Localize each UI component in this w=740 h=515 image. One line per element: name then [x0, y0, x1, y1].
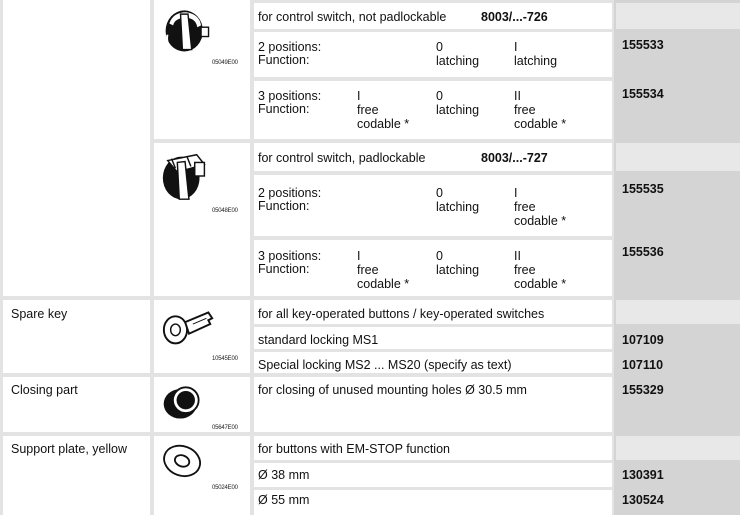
control-switch-padlockable-icon — [158, 148, 216, 204]
order-cell-empty — [616, 143, 740, 171]
row-label-closing-part: Closing part — [11, 383, 78, 397]
position-1-fn: latching — [436, 200, 480, 214]
support-plate-row-text: Ø 55 mm — [258, 493, 310, 507]
image-code: 05049E00 — [212, 60, 238, 66]
order-number: 130391 — [622, 468, 664, 482]
position-3: II — [514, 249, 521, 263]
key-icon — [160, 304, 218, 348]
position-3-fn2: codable * — [514, 117, 567, 131]
function-label: Function: — [258, 262, 310, 276]
position-1-fn2: codable * — [357, 117, 410, 131]
position-2: I — [514, 186, 518, 200]
function-label: Function: — [258, 102, 310, 116]
order-cell-empty — [616, 3, 740, 29]
position-2-fn: latching — [514, 54, 558, 68]
position-2: 0 — [436, 89, 443, 103]
position-1: 0 — [436, 186, 443, 200]
order-number: 155534 — [622, 87, 664, 101]
position-2: 0 — [436, 249, 443, 263]
support-plate-header: for buttons with EM-STOP function — [258, 442, 450, 456]
order-cell-empty — [616, 436, 740, 460]
support-plate-icon — [160, 440, 206, 480]
row-label-spare-key: Spare key — [11, 307, 68, 321]
positions-label: 2 positions: — [258, 186, 322, 200]
header-text: for control switch, padlockable — [258, 151, 426, 165]
positions-label: 3 positions: — [258, 89, 322, 103]
position-1-fn: latching — [436, 54, 480, 68]
label-cell-control-switch — [3, 0, 150, 296]
position-1-fn: free — [357, 103, 379, 117]
position-3-fn: free — [514, 263, 536, 277]
position-1-fn2: codable * — [357, 277, 410, 291]
spare-key-row-text: Special locking MS2 ... MS20 (specify as text) — [258, 358, 512, 372]
position-1: I — [357, 89, 361, 103]
position-3-fn2: codable * — [514, 277, 567, 291]
header-text: for control switch, not padlockable — [258, 10, 447, 24]
image-code: 05048E00 — [212, 208, 238, 214]
order-number: 155329 — [622, 383, 664, 397]
row-label-support-plate: Support plate, yellow — [11, 442, 128, 456]
function-label: Function: — [258, 199, 310, 213]
spare-key-header: for all key-operated buttons / key-operated switches — [258, 307, 545, 321]
control-switch-not-padlockable-icon — [160, 5, 216, 55]
order-number: 155535 — [622, 182, 664, 196]
position-2: I — [514, 40, 518, 54]
position-2-fn2: codable * — [514, 214, 567, 228]
order-number: 107109 — [622, 333, 664, 347]
position-1: I — [357, 249, 361, 263]
position-1-fn: free — [357, 263, 379, 277]
position-2-fn: latching — [436, 103, 480, 117]
image-code: 05024E00 — [212, 485, 238, 491]
positions-label: 3 positions: — [258, 249, 322, 263]
position-3-fn: free — [514, 103, 536, 117]
image-code: 10545E00 — [212, 356, 238, 362]
header-type: 8003/...-727 — [481, 151, 548, 165]
order-number: 155533 — [622, 38, 664, 52]
position-3: II — [514, 89, 521, 103]
support-plate-row-text: Ø 38 mm — [258, 468, 310, 482]
image-code: 05647E00 — [212, 425, 238, 431]
position-2-fn: free — [514, 200, 536, 214]
position-2-fn: latching — [436, 263, 480, 277]
closing-part-icon — [160, 381, 206, 423]
spare-key-row-text: standard locking MS1 — [258, 333, 379, 347]
order-cell-empty — [616, 300, 740, 324]
order-number: 130524 — [622, 493, 664, 507]
order-number: 107110 — [622, 358, 664, 372]
header-type: 8003/...-726 — [481, 10, 548, 24]
function-label: Function: — [258, 53, 310, 67]
closing-part-text: for closing of unused mounting holes Ø 30.5 mm — [258, 383, 527, 397]
positions-label: 2 positions: — [258, 40, 322, 54]
position-1: 0 — [436, 40, 443, 54]
order-number: 155536 — [622, 245, 664, 259]
